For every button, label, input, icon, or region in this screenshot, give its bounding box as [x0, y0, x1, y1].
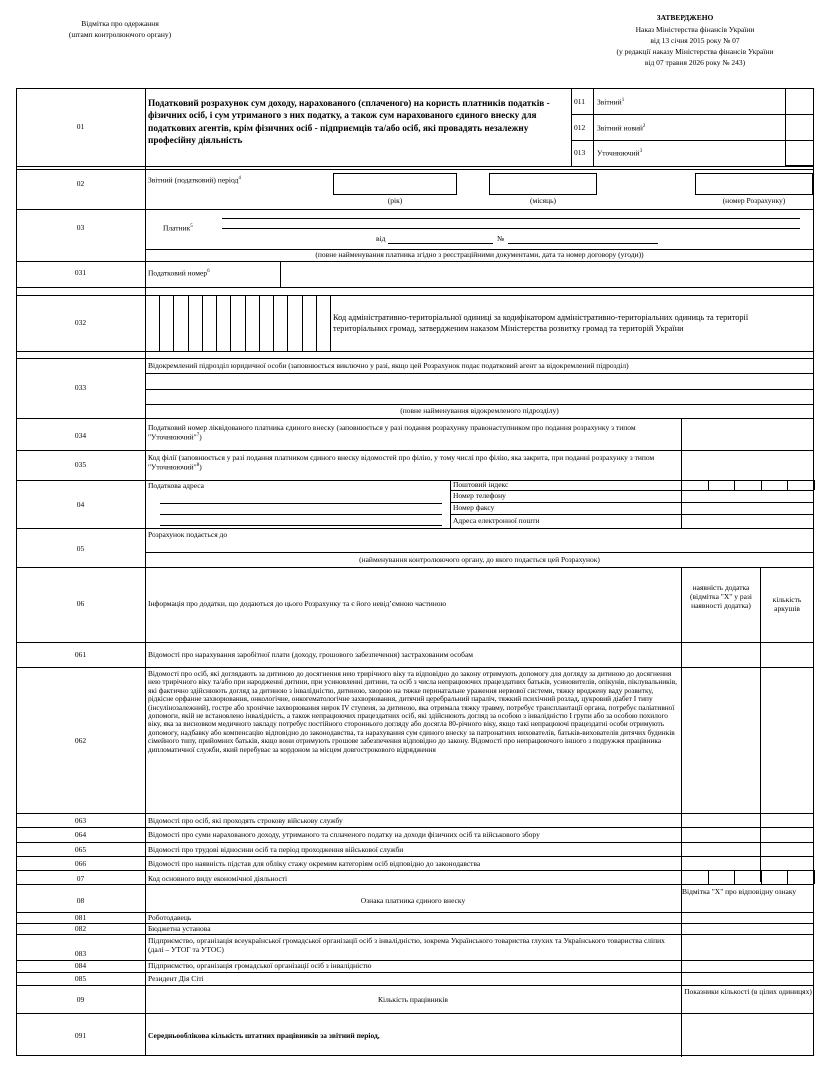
hline-after-085	[16, 985, 814, 986]
hline-after-04	[16, 528, 814, 529]
type-reporting-label: Звітний$^1$	[597, 97, 625, 107]
postal-cells-divider	[734, 480, 735, 490]
hline-after-01b	[16, 169, 814, 170]
row-06-num: 06	[76, 599, 85, 608]
row-063-num: 063	[74, 816, 87, 825]
col-divider-2	[760, 567, 761, 882]
payer-from-label: від	[376, 234, 386, 243]
row-063-text: Відомості про осіб, які проходять строкову військову службу	[148, 816, 343, 825]
code-011: 011	[574, 97, 585, 106]
authority-name-line[interactable]	[145, 552, 814, 553]
liquidated-payer-text: Податковий номер ліквідованого платника єдиного внеску (заповнюється у разі подання розрахунку правонаступником про подання розрахунку з типом "Уточнюючий"$^7$)	[148, 423, 636, 442]
hline-after-08	[16, 912, 814, 913]
approved-label: ЗАТВЕРДЖЕНО	[656, 13, 714, 22]
katottg-cells-divider	[188, 295, 189, 351]
hline-after-03	[16, 261, 814, 262]
hline-after-05	[16, 567, 814, 568]
authority-caption: (найменування контролюючого органу, до якого подається цей Розрахунок)	[359, 555, 600, 564]
row-083-num: 083	[74, 949, 87, 958]
branch-code-input[interactable]	[682, 451, 813, 479]
hline-after-032b	[16, 358, 814, 359]
sheets-column-header: кількість аркушів	[772, 595, 802, 613]
presence-column-header: наявність додатка (відмітка "X" у разі наявності додатка)	[690, 583, 752, 610]
payer-name-line-2[interactable]	[222, 228, 800, 229]
phone-input[interactable]	[682, 491, 813, 501]
row-064-num: 064	[74, 830, 87, 839]
fax-label: Номер факсу	[453, 503, 495, 512]
code-013: 013	[574, 148, 586, 157]
hline-after-081	[16, 923, 814, 924]
calc-number-caption: (номер Розрахунку)	[722, 196, 786, 205]
hline-after-01	[16, 166, 814, 167]
row-061-sheets-input[interactable]	[761, 643, 813, 666]
r01-hline-a	[571, 114, 814, 115]
separate-unit-caption: (повне найменування відокремленого підрозділу)	[400, 406, 559, 415]
row-02-num: 02	[76, 179, 85, 188]
postal-cells-divider	[814, 480, 815, 490]
kved-label: Код основного виду економічної діяльності	[148, 874, 288, 883]
payer-sign-label: Ознака платника єдиного внеску	[360, 896, 466, 905]
katottg-cells-divider	[245, 295, 246, 351]
hline-after-07	[16, 884, 814, 885]
row-034-num: 034	[74, 431, 87, 440]
katottg-cells-divider	[159, 295, 160, 351]
row-081-text: Роботодавець	[148, 913, 192, 922]
separate-unit-line-2[interactable]	[145, 404, 814, 405]
kved-cells-divider	[681, 870, 682, 884]
attachments-label: Інформація про додатки, що додаються до цього Розрахунку та є його невід’ємною частиною	[148, 599, 447, 608]
order-line-4: від 07 травня 2026 року № 243)	[644, 58, 746, 67]
separate-unit-text: Відокремлений підрозділ юридичної особи (заповнюється виключно у разі, якщо цей Розрахунок подає податковий агент за відокремлений підрозділ)	[148, 361, 629, 370]
month-input[interactable]	[489, 173, 597, 195]
year-caption: (рік)	[387, 196, 403, 205]
address-line-1[interactable]	[160, 503, 442, 504]
count-indicators-note: Показники кількості (в цілих одиницях)	[684, 987, 812, 996]
row-091-num: 091	[74, 1031, 87, 1040]
row-03-num: 03	[76, 223, 85, 232]
hline-after-061	[16, 667, 814, 668]
kved-cells-divider	[761, 870, 762, 884]
branch-code-text: Код філії (заповнюється у разі подання платником єдиного внеску відомостей про філію, у тому числі про філію, яка закрита, при поданні розрахунку з типом "Уточнюючий"$^8$)	[148, 453, 655, 472]
row-066-num: 066	[74, 859, 87, 868]
row-082-num: 082	[74, 924, 87, 933]
calc-number-input[interactable]	[695, 173, 813, 195]
katottg-cells-divider	[316, 295, 317, 351]
row-085-text: Резидент Дія Сіті	[148, 974, 204, 983]
email-label: Адреса електронної пошти	[453, 516, 540, 525]
katottg-cells-divider	[287, 295, 288, 351]
hline-after-082	[16, 934, 814, 935]
row-061-text: Відомості про нарахування заробітної плати (доходу, грошового забезпечення) застрахованим особам	[148, 650, 474, 659]
postal-cells-divider	[708, 480, 709, 490]
tax-number-divider	[280, 261, 281, 287]
postal-cells-divider	[787, 480, 788, 490]
row-084-num: 084	[74, 961, 87, 970]
payer-number-line[interactable]	[508, 243, 658, 244]
row-064-text: Відомості про суми нарахованого доходу, утриманого та сплаченого податку на доходи фізичних осіб та військового збору	[148, 830, 540, 839]
receipt-mark-subtitle: (штамп контролюючого органу)	[68, 30, 172, 39]
hline-after-083	[16, 960, 814, 961]
receipt-mark-title: Відмітка про одержання	[81, 19, 159, 28]
katottg-cells-divider	[145, 295, 146, 351]
tax-number-label: Податковий номер$^6$	[148, 268, 210, 278]
address-line-3[interactable]	[160, 525, 442, 526]
submitted-to-label: Розрахунок подається до	[148, 530, 228, 539]
row-061-presence-input[interactable]	[682, 643, 759, 666]
row-065-num: 065	[74, 845, 87, 854]
month-caption: (місяць)	[529, 196, 557, 205]
row-035-num: 035	[74, 460, 87, 469]
avg-headcount-label: Середньооблікова кількість штатних працівників за звітний період,	[148, 1031, 380, 1040]
hline-after-064	[16, 842, 814, 843]
katottg-cells-divider	[173, 295, 174, 351]
payer-sign-note: Відмітка "X" про відповідну ознаку	[682, 887, 797, 896]
katottg-cells-divider	[259, 295, 260, 351]
hline-after-063	[16, 827, 814, 828]
code-012: 012	[574, 123, 586, 132]
row-062-text: Відомості про осіб, які доглядають за дитиною до досягнення нею трирічного віку та відповідно до закону отримують допомогу для догляду за дитиною до досягнення нею трирічного віку та/або при народженні дитини, при усиновленні дитини, та осіб з числа непрацюючих працездатних батьків, усиновителів, опікунів, піклувальників, які фактично здійснюють догляд за дитиною з інвалідністю, дитиною, хворою на тяжке перинатальне ураження нервової системи, тяжку вроджену ваду розвитку, рідкісне орфанне захворювання, онкологічне, онкогематологічне захворювання, дитячий церебральний параліч, тяжкий психічний розлад, цукровий діабет I типу (інсулінозалежний), гостре або хронічне захворювання нирок IV ступеня, за дитиною, яка отримала тяжку травму, потребує трансплантації органа, потребує паліативної допомоги, якій не встановлено інвалідність, а також непрацюючих працездатних осіб, які здійснюють догляд за особою з інвалідністю I групи або за особою похилого віку, яка за висновком медичного закладу потребує постійного стороннього догляду або досягла 80-річного віку, якщо такі непрацюючі працездатні особи отримують допомогу, надбавку або компенсацію відповідно до законодавства, та нарахування сум єдиного внеску за патронатних вихователів, батьків-вихователів дитячих будинків сімейного типу, прийомних батьків, якщо вони отримують грошове забезпечення відповідно до закону. Відомості про непрацюючого іншого з подружжя працівника дипломатичної служби, який перебуває за кордоном за місцем довгострокового відрядження	[148, 669, 678, 754]
row-08-num: 08	[76, 896, 85, 905]
postal-cells-divider	[681, 480, 682, 490]
row-062-num: 062	[74, 736, 87, 745]
row-031-num: 031	[74, 268, 87, 277]
row-01-num: 01	[76, 122, 85, 131]
type-correcting-label: Уточнюючий$^3$	[597, 148, 643, 158]
type-new-reporting-label: Звітний новий$^2$	[597, 123, 646, 133]
checkbox-013[interactable]	[785, 140, 814, 166]
order-line-2: від 13 січня 2015 року № 07	[650, 36, 740, 45]
row-05-num: 05	[76, 544, 85, 553]
form-frame	[16, 88, 814, 1056]
row-083-text: Підприємство, організація всеукраїнської громадської організації осіб з інвалідністю, зокрема Українського товариства глухих та Українського товариства сліпих (далі – УТОГ та УТОС)	[148, 936, 665, 954]
hline-after-02	[16, 209, 814, 210]
kved-cells-divider	[814, 870, 815, 884]
row-07-num: 07	[76, 874, 85, 883]
payer-name-line-1[interactable]	[222, 218, 800, 219]
payer-number-label: №	[497, 234, 505, 243]
payer-date-line[interactable]	[388, 243, 493, 244]
row-04-num: 04	[76, 500, 85, 509]
r04-divider	[450, 480, 451, 528]
fax-input[interactable]	[682, 503, 813, 513]
hline-033-a	[145, 373, 814, 374]
row-061-num: 061	[74, 650, 87, 659]
checkbox-012[interactable]	[785, 114, 814, 141]
postal-index-cells[interactable]	[681, 480, 814, 490]
hline-after-062	[16, 813, 814, 814]
row-085-num: 085	[74, 974, 87, 983]
order-line-3: (у редакції наказу Міністерства фінансів України	[616, 47, 774, 56]
r01-divider-a	[571, 88, 572, 166]
separate-unit-line-1[interactable]	[145, 389, 814, 390]
form-title: Податковий розрахунок сум доходу, нарахованого (сплаченого) на користь платників податків - фізичних осіб, і сум утриманого з них податку, а також сум нарахованого єдиного внеску для податкових агентів, крім фізичних осіб - підприємців та/або осіб, які провадять незалежну професійну діяльність	[148, 99, 550, 147]
checkbox-011[interactable]	[785, 88, 814, 115]
hline-after-031	[16, 287, 814, 288]
row-082-text: Бюджетна установа	[148, 924, 211, 933]
avg-headcount-input[interactable]	[682, 1014, 813, 1055]
hline-after-031b	[16, 295, 814, 296]
postal-cells-divider	[761, 480, 762, 490]
kved-cells-divider	[787, 870, 788, 884]
katottg-code-cells[interactable]	[145, 295, 330, 351]
katottg-cells-divider	[216, 295, 217, 351]
payer-caption: (повне найменування платника згідно з реєстраційними документами, дата та номер договору (угоди))	[315, 250, 644, 259]
year-input[interactable]	[333, 173, 457, 195]
number-column-divider	[145, 88, 146, 1056]
tax-address-label: Податкова адреса	[148, 481, 204, 490]
kved-code-cells[interactable]	[681, 870, 814, 884]
row-09-num: 09	[76, 995, 85, 1004]
col-divider-1	[681, 567, 682, 1057]
row-084-text: Підприємство, організація громадської організації осіб з інвалідністю	[148, 961, 372, 970]
payer-label: Платник$^5$	[163, 223, 193, 233]
row-032-num: 032	[74, 318, 87, 327]
katottg-cells-divider	[273, 295, 274, 351]
order-line-1: Наказ Міністерства фінансів України	[635, 25, 755, 34]
katottg-cells-divider	[330, 295, 331, 351]
row-081-num: 081	[74, 913, 87, 922]
email-input[interactable]	[682, 515, 813, 527]
row-066-text: Відомості про наявність підстав для обліку стажу окремим категоріям осіб відповідно до законодавства	[148, 859, 481, 868]
hline-after-084	[16, 972, 814, 973]
period-label: Звітний (податковий) період$^4$	[148, 175, 241, 185]
kved-cells-divider	[708, 870, 709, 884]
r01-hline-b	[571, 140, 814, 141]
postal-index-label: Поштовий індекс	[453, 480, 509, 489]
row-033-num: 033	[74, 383, 87, 392]
hline-after-065	[16, 856, 814, 857]
katottg-cells-divider	[202, 295, 203, 351]
katottg-cells-divider	[302, 295, 303, 351]
phone-label: Номер телефону	[453, 491, 506, 500]
liquidated-payer-number-input[interactable]	[682, 419, 813, 449]
kved-cells-divider	[734, 870, 735, 884]
employees-count-label: Кількість працівників	[378, 995, 448, 1004]
address-line-2[interactable]	[160, 514, 442, 515]
r01-divider-b	[593, 88, 594, 166]
row-065-text: Відомості про трудові відносини осіб та період проходження військової служби	[148, 845, 404, 854]
katottg-cells-divider	[230, 295, 231, 351]
hline-after-032	[16, 351, 814, 352]
katottg-description: Код адміністративно-територіальної одиниці за кодифікатором адміністративно-територіальних одиниць та території територіальних громад, затвердженим наказом Міністерства розвитку громад та територій України	[333, 313, 749, 334]
